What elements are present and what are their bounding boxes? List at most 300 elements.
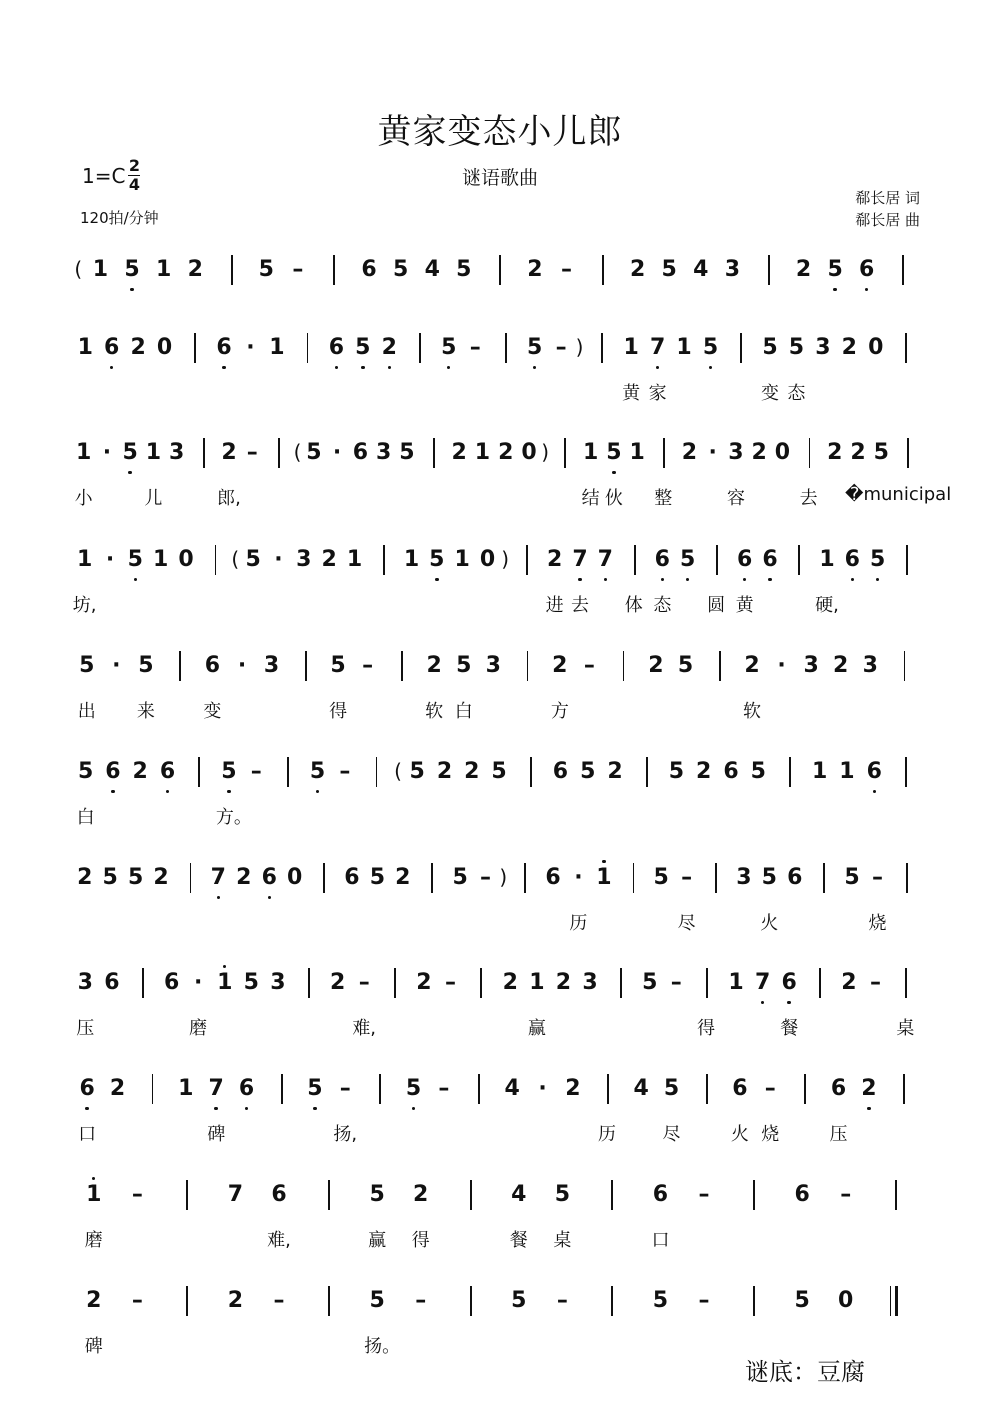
note: 0 bbox=[868, 335, 884, 360]
note: 5 bbox=[679, 547, 696, 572]
note: 6 bbox=[830, 1076, 847, 1101]
note: 2 bbox=[648, 653, 664, 678]
barline bbox=[287, 757, 289, 787]
notation-line bbox=[72, 863, 932, 903]
dot-extension: · bbox=[112, 653, 121, 678]
notation-line bbox=[72, 438, 932, 478]
note: 4 bbox=[633, 1076, 649, 1101]
note: 2 bbox=[86, 1288, 102, 1313]
dot-extension: · bbox=[102, 440, 112, 465]
note: 5 bbox=[355, 335, 371, 360]
barline bbox=[505, 333, 507, 363]
dash-extension: – bbox=[131, 1182, 143, 1207]
barline bbox=[383, 545, 385, 575]
note: 1 bbox=[346, 547, 363, 572]
note: 5 bbox=[138, 653, 154, 678]
lyric-syllable: 压 bbox=[76, 1018, 95, 1039]
lyrics-line bbox=[72, 591, 932, 615]
note: 1 bbox=[92, 257, 109, 282]
dash-extension: – bbox=[556, 1288, 568, 1313]
note: 3 bbox=[375, 440, 392, 465]
repeat-parenthesis: ) bbox=[541, 440, 550, 464]
note: 0 bbox=[156, 335, 173, 360]
note: 2 bbox=[833, 653, 849, 678]
note: 5 bbox=[580, 759, 596, 784]
note: 6 bbox=[238, 1076, 255, 1101]
note: 5 bbox=[409, 759, 425, 784]
dash-extension: – bbox=[438, 1076, 450, 1101]
lyric-syllable: 去 bbox=[799, 488, 818, 509]
lyric-syllable: 体 bbox=[624, 595, 643, 616]
low-octave-dot bbox=[578, 578, 581, 581]
barline bbox=[499, 255, 501, 285]
repeat-parenthesis: ( bbox=[231, 547, 240, 571]
note: 5 bbox=[663, 1076, 680, 1101]
low-octave-dot bbox=[130, 288, 133, 291]
barline bbox=[142, 968, 144, 998]
dash-extension: – bbox=[445, 970, 457, 995]
lyrics-line bbox=[72, 301, 932, 325]
low-octave-dot bbox=[128, 471, 131, 474]
note: 2 bbox=[681, 440, 698, 465]
barline bbox=[328, 1286, 330, 1316]
note: 6 bbox=[723, 759, 739, 784]
note: 5 bbox=[456, 257, 472, 282]
dot-extension: · bbox=[708, 440, 717, 465]
lyric-syllable: 态 bbox=[653, 595, 672, 616]
barline bbox=[611, 1286, 613, 1316]
dash-extension: – bbox=[469, 335, 481, 360]
note: 1 bbox=[75, 440, 92, 465]
low-octave-dot bbox=[743, 578, 746, 581]
dot-extension: · bbox=[332, 440, 342, 465]
low-octave-dot bbox=[217, 896, 220, 899]
repeat-parenthesis: ( bbox=[293, 440, 302, 464]
note: 1 bbox=[269, 335, 285, 360]
score-row bbox=[72, 968, 932, 1058]
barline bbox=[307, 333, 309, 363]
low-octave-dot bbox=[166, 790, 169, 793]
low-octave-dot bbox=[709, 366, 712, 369]
lyric-syllable: 结 bbox=[581, 488, 600, 509]
barline bbox=[530, 757, 532, 787]
note: 5 bbox=[653, 865, 669, 890]
lyric-syllable: 小 bbox=[74, 488, 93, 509]
note: 6 bbox=[866, 759, 882, 784]
note: 5 bbox=[491, 759, 507, 784]
barline bbox=[753, 1286, 755, 1316]
note: 5 bbox=[794, 1288, 810, 1313]
note: 5 bbox=[309, 759, 326, 784]
note: 1 bbox=[812, 759, 828, 784]
note: 5 bbox=[307, 1076, 323, 1101]
barline bbox=[376, 757, 378, 787]
lyrics-line bbox=[72, 1226, 932, 1250]
notation-line bbox=[72, 1180, 932, 1220]
note: 5 bbox=[124, 257, 140, 282]
lyric-syllable: 变 bbox=[760, 383, 779, 404]
barline bbox=[905, 968, 907, 998]
barline bbox=[231, 255, 233, 285]
barline bbox=[333, 255, 335, 285]
note: 4 bbox=[693, 257, 709, 282]
barline bbox=[527, 651, 529, 681]
note: 2 bbox=[77, 865, 93, 890]
note: 2 bbox=[130, 335, 146, 360]
note: 1 bbox=[77, 335, 93, 360]
note: 2 bbox=[795, 257, 812, 282]
note: 5 bbox=[606, 440, 622, 465]
note: 2 bbox=[827, 440, 843, 465]
score-row bbox=[72, 863, 932, 953]
time-signature-top: 2 bbox=[128, 156, 141, 175]
note: 5 bbox=[873, 440, 889, 465]
barline bbox=[194, 333, 196, 363]
low-octave-dot bbox=[435, 578, 438, 581]
note: 1 bbox=[403, 547, 420, 572]
low-octave-dot bbox=[85, 1107, 88, 1110]
note: 5 bbox=[245, 547, 261, 572]
note: 5 bbox=[369, 865, 386, 890]
note: 5 bbox=[127, 547, 143, 572]
dash-extension: – bbox=[339, 759, 351, 784]
note: 1 bbox=[728, 970, 744, 995]
lyrics-line bbox=[72, 379, 932, 403]
note: 1 bbox=[529, 970, 545, 995]
lyric-syllable: 态 bbox=[787, 383, 806, 404]
note: 4 bbox=[511, 1182, 527, 1207]
barline bbox=[433, 438, 435, 468]
dash-extension: – bbox=[870, 970, 882, 995]
notation-line bbox=[72, 1074, 932, 1114]
note: 2 bbox=[187, 257, 203, 282]
note: 6 bbox=[159, 759, 176, 784]
lyric-syllable: 磨 bbox=[189, 1018, 208, 1039]
dot-extension: · bbox=[274, 547, 283, 572]
composer-credit: 郗长居 曲 bbox=[855, 211, 920, 229]
barline bbox=[602, 255, 604, 285]
note: 5 bbox=[661, 257, 677, 282]
notation-line bbox=[72, 968, 932, 1008]
note: 5 bbox=[652, 1288, 669, 1313]
low-octave-dot bbox=[412, 1107, 415, 1110]
lyric-syllable: 历 bbox=[598, 1124, 617, 1145]
lyrics-line bbox=[72, 1120, 932, 1144]
barline bbox=[804, 1074, 806, 1104]
note: 1 bbox=[217, 970, 233, 995]
note: 6 bbox=[859, 257, 875, 282]
note: 5 bbox=[369, 1288, 385, 1313]
note: 1 bbox=[676, 335, 692, 360]
lyric-syllable: 黄 bbox=[622, 383, 641, 404]
low-octave-dot bbox=[214, 1107, 217, 1110]
note: 6 bbox=[104, 970, 120, 995]
dash-extension: – bbox=[698, 1288, 710, 1313]
lyric-syllable: 硬, bbox=[815, 595, 839, 616]
note: 6 bbox=[271, 1182, 287, 1207]
dash-extension: – bbox=[339, 1076, 351, 1101]
barline bbox=[903, 1074, 905, 1104]
score-row bbox=[72, 545, 932, 635]
score-row bbox=[72, 333, 932, 423]
barline bbox=[524, 863, 526, 893]
note: 1 bbox=[596, 865, 612, 890]
lyric-syllable: 难, bbox=[352, 1018, 377, 1039]
note: 1 bbox=[155, 257, 172, 282]
lyric-syllable: 压 bbox=[829, 1124, 848, 1145]
song-subtitle: 谜语歌曲 bbox=[461, 167, 538, 189]
note: 2 bbox=[629, 257, 646, 282]
lyrics-line bbox=[72, 697, 932, 721]
note: 7 bbox=[754, 970, 771, 995]
low-octave-dot bbox=[111, 790, 114, 793]
lyric-syllable: 磨 bbox=[84, 1230, 103, 1251]
lyric-syllable: 扬, bbox=[333, 1124, 358, 1145]
note: 5 bbox=[79, 653, 95, 678]
note: 1 bbox=[819, 547, 835, 572]
barline bbox=[186, 1180, 188, 1210]
note: 5 bbox=[452, 865, 468, 890]
barline bbox=[907, 438, 909, 468]
note: 6 bbox=[545, 865, 561, 890]
note: 3 bbox=[815, 335, 831, 360]
barline bbox=[281, 1074, 283, 1104]
time-signature bbox=[128, 158, 140, 193]
low-octave-dot bbox=[268, 896, 271, 899]
score-row bbox=[72, 1074, 932, 1164]
score-row bbox=[72, 757, 932, 847]
note: 1 bbox=[623, 335, 639, 360]
note: 2 bbox=[329, 970, 346, 995]
lyrics-line bbox=[72, 909, 932, 933]
note: 6 bbox=[328, 335, 345, 360]
barline bbox=[646, 757, 648, 787]
dash-extension: – bbox=[415, 1288, 427, 1313]
dash-extension: – bbox=[273, 1288, 285, 1313]
notation-line bbox=[72, 1286, 932, 1326]
note: 4 bbox=[504, 1076, 520, 1101]
barline bbox=[198, 757, 200, 787]
low-octave-dot bbox=[787, 1001, 790, 1004]
note: 1 bbox=[178, 1076, 194, 1101]
barline bbox=[768, 255, 770, 285]
note: 3 bbox=[724, 257, 741, 282]
note: 7 bbox=[210, 865, 226, 890]
note: 5 bbox=[511, 1288, 527, 1313]
note: 2 bbox=[751, 440, 767, 465]
note: 6 bbox=[794, 1182, 810, 1207]
lyric-syllable: 方 bbox=[550, 701, 569, 722]
lyric-syllable: �municipal bbox=[845, 484, 952, 505]
riddle-answer: 谜底：豆腐 bbox=[745, 1358, 865, 1386]
dot-extension: · bbox=[246, 335, 255, 360]
barline bbox=[789, 757, 791, 787]
score-row bbox=[72, 1180, 932, 1270]
note: 5 bbox=[750, 759, 766, 784]
note: 2 bbox=[552, 653, 568, 678]
low-octave-dot bbox=[222, 366, 225, 369]
lyricist-credit: 郗长居 词 bbox=[855, 189, 920, 207]
dot-extension: · bbox=[105, 547, 115, 572]
lyric-syllable: 进 bbox=[545, 595, 564, 616]
lyric-syllable: 来 bbox=[136, 701, 155, 722]
lyric-syllable: 尽 bbox=[662, 1124, 681, 1145]
barline bbox=[601, 333, 603, 363]
note: 3 bbox=[728, 440, 744, 465]
note: 1 bbox=[454, 547, 470, 572]
barline bbox=[663, 438, 665, 468]
note: 2 bbox=[555, 970, 572, 995]
lyric-syllable: 白 bbox=[76, 807, 95, 828]
note: 6 bbox=[844, 547, 860, 572]
notation-line bbox=[72, 333, 932, 373]
barline bbox=[706, 968, 708, 998]
barline bbox=[278, 438, 280, 468]
note: 5 bbox=[668, 759, 685, 784]
low-octave-dot bbox=[612, 471, 615, 474]
dash-extension: – bbox=[681, 865, 693, 890]
note: 0 bbox=[774, 440, 791, 465]
note: 6 bbox=[361, 257, 377, 282]
note: 5 bbox=[399, 440, 415, 465]
note: 2 bbox=[321, 547, 337, 572]
note: 3 bbox=[77, 970, 93, 995]
dot-extension: · bbox=[538, 1076, 547, 1101]
note: 7 bbox=[649, 335, 666, 360]
repeat-parenthesis: ( bbox=[394, 759, 402, 783]
dash-extension: – bbox=[358, 970, 370, 995]
note: 5 bbox=[870, 547, 886, 572]
note: 2 bbox=[132, 759, 148, 784]
note: 6 bbox=[732, 1076, 748, 1101]
lyric-syllable: 尽 bbox=[677, 913, 696, 934]
note: 6 bbox=[204, 653, 221, 678]
lyric-syllable: 出 bbox=[77, 701, 96, 722]
low-octave-dot bbox=[447, 366, 450, 369]
note: 0 bbox=[287, 865, 303, 890]
low-octave-dot bbox=[761, 1001, 764, 1004]
note: 7 bbox=[208, 1076, 224, 1101]
song-title: 黄家变态小儿郎 bbox=[377, 112, 623, 152]
note: 5 bbox=[788, 335, 805, 360]
notation-line bbox=[72, 255, 932, 295]
lyric-syllable: 白 bbox=[454, 701, 473, 722]
note: 6 bbox=[105, 759, 121, 784]
low-octave-dot bbox=[876, 578, 879, 581]
note: 5 bbox=[330, 653, 346, 678]
low-octave-dot bbox=[851, 578, 854, 581]
barline bbox=[470, 1180, 472, 1210]
note: 5 bbox=[441, 335, 457, 360]
barline bbox=[179, 651, 181, 681]
score-row bbox=[72, 255, 932, 345]
low-octave-dot bbox=[110, 366, 113, 369]
note: 5 bbox=[221, 759, 237, 784]
barline bbox=[394, 968, 396, 998]
lyric-syllable: 方。 bbox=[215, 807, 252, 828]
note: 1 bbox=[86, 1182, 102, 1207]
low-octave-dot bbox=[833, 288, 836, 291]
low-octave-dot bbox=[245, 1107, 248, 1110]
note: 2 bbox=[861, 1076, 877, 1101]
key-signature bbox=[82, 158, 140, 193]
barline bbox=[634, 545, 636, 575]
note: 5 bbox=[761, 865, 777, 890]
note: 5 bbox=[827, 257, 843, 282]
note: 5 bbox=[306, 440, 322, 465]
lyric-syllable: 变 bbox=[203, 701, 222, 722]
barline bbox=[526, 545, 528, 575]
note: 7 bbox=[572, 547, 588, 572]
notation-line bbox=[72, 651, 932, 691]
lyric-syllable: 碑 bbox=[207, 1124, 226, 1145]
barline bbox=[323, 863, 325, 893]
lyric-syllable: 桌 bbox=[553, 1230, 572, 1251]
low-octave-dot bbox=[656, 366, 659, 369]
barline bbox=[906, 863, 908, 893]
lyric-syllable: 圆 bbox=[707, 595, 726, 616]
dash-extension: – bbox=[362, 653, 374, 678]
note: 5 bbox=[527, 335, 543, 360]
lyric-syllable: 伙 bbox=[604, 488, 623, 509]
lyric-syllable: 软 bbox=[743, 701, 761, 722]
barline bbox=[152, 1074, 154, 1104]
note: 2 bbox=[464, 759, 480, 784]
low-octave-dot bbox=[313, 1107, 316, 1110]
note: 5 bbox=[762, 335, 778, 360]
note: 3 bbox=[485, 653, 501, 678]
note: 0 bbox=[838, 1288, 854, 1313]
note: 5 bbox=[677, 653, 694, 678]
lyric-syllable: 坊, bbox=[72, 595, 97, 616]
repeat-parenthesis: ) bbox=[575, 335, 584, 359]
dash-extension: – bbox=[555, 335, 567, 360]
note: 4 bbox=[424, 257, 440, 282]
note: 6 bbox=[654, 547, 670, 572]
barline bbox=[706, 1074, 708, 1104]
barline bbox=[478, 1074, 480, 1104]
barline bbox=[905, 333, 907, 363]
barline bbox=[823, 863, 825, 893]
low-octave-dot bbox=[873, 790, 876, 793]
note: 2 bbox=[841, 970, 857, 995]
note: 2 bbox=[502, 970, 518, 995]
note: 2 bbox=[227, 1288, 244, 1313]
note: 2 bbox=[546, 547, 563, 572]
note: 2 bbox=[221, 440, 237, 465]
barline bbox=[905, 757, 907, 787]
barline bbox=[620, 968, 622, 998]
lyric-syllable: 软 bbox=[425, 701, 444, 722]
note: 1 bbox=[629, 440, 645, 465]
final-barline-thin bbox=[890, 1286, 891, 1316]
note: 3 bbox=[168, 440, 185, 465]
barline bbox=[203, 438, 205, 468]
barline bbox=[719, 651, 721, 681]
note: 0 bbox=[178, 547, 194, 572]
score-row bbox=[72, 651, 932, 741]
barline bbox=[215, 545, 217, 575]
low-octave-dot bbox=[316, 790, 319, 793]
tempo-marking: 120拍/分钟 bbox=[80, 209, 159, 227]
note: 1 bbox=[145, 440, 162, 465]
note: 5 bbox=[554, 1182, 571, 1207]
low-octave-dot bbox=[361, 366, 364, 369]
dash-extension: – bbox=[480, 865, 492, 890]
dash-extension: – bbox=[561, 257, 573, 282]
note: 5 bbox=[456, 653, 472, 678]
note: 3 bbox=[736, 865, 752, 890]
